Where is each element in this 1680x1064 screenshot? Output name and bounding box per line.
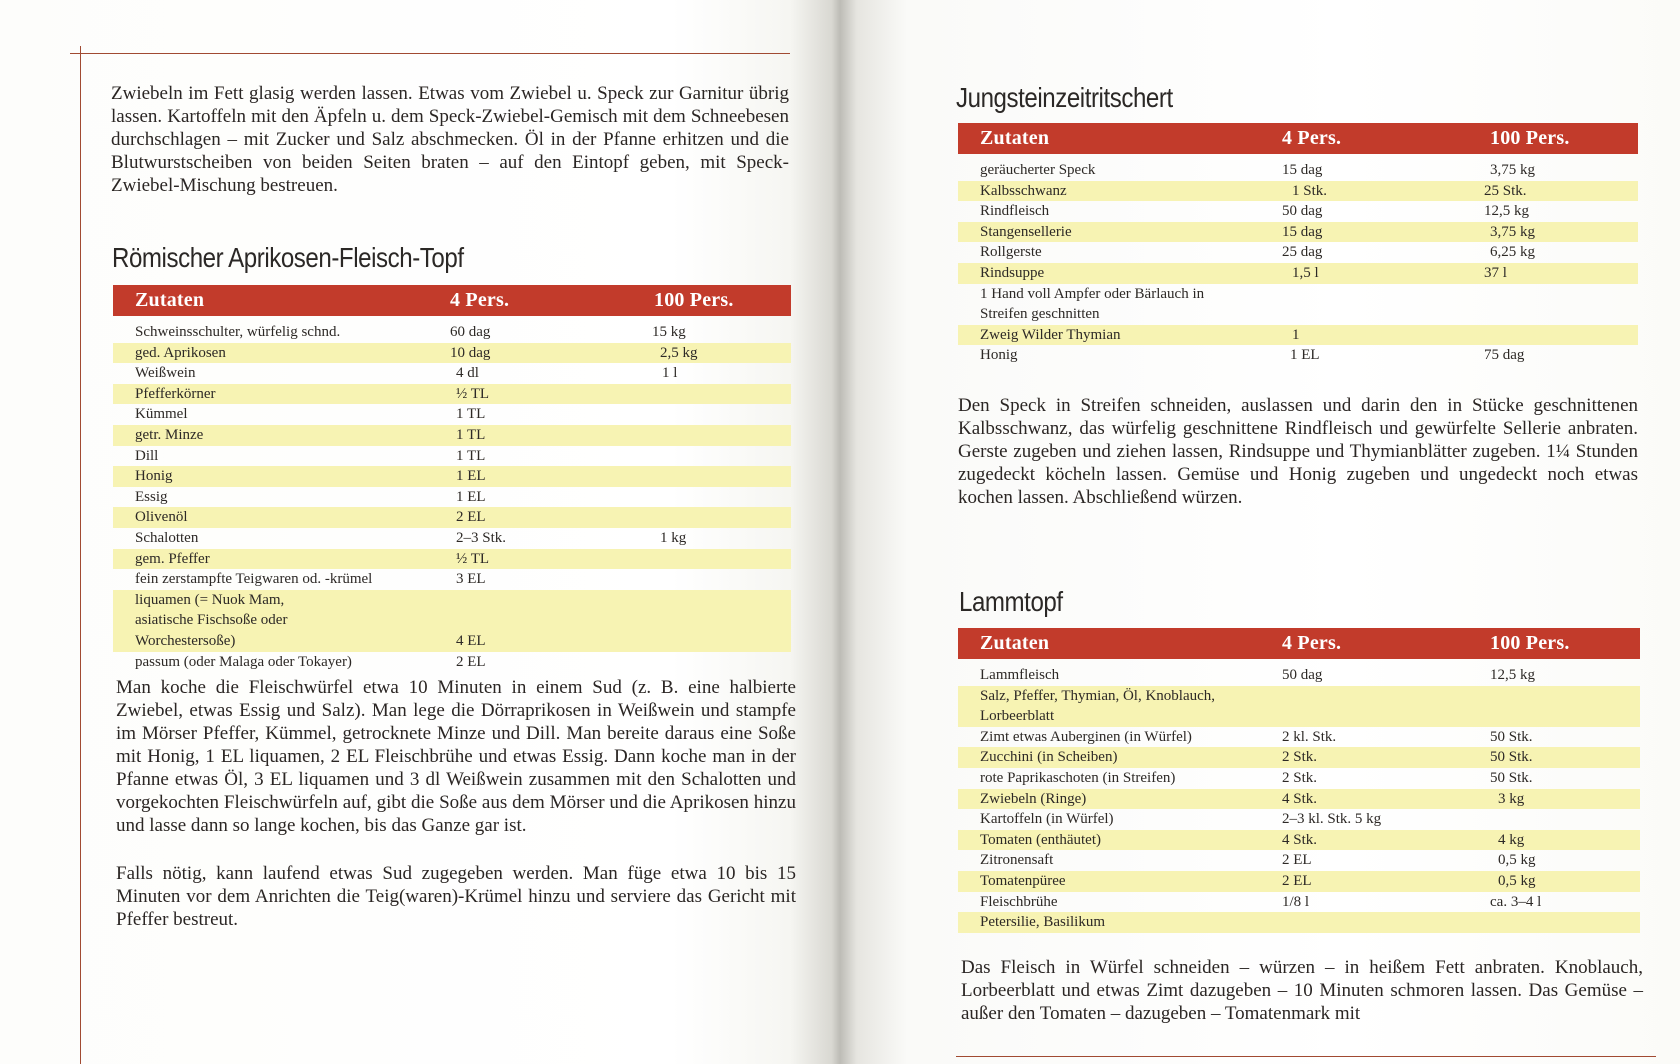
ingredients-table: [958, 628, 1640, 933]
recipe-title: Römischer Aprikosen-Fleisch-Topf: [112, 242, 464, 273]
table-header: [958, 628, 1640, 659]
table-row: Kartoffeln (in Würfel) 2–3 kl. Stk. 5 kg: [980, 811, 1382, 828]
table-row: Rindsuppe 1,5 l 37 l: [958, 263, 1638, 284]
header-ingredients: Zutaten: [113, 285, 436, 316]
table-row: rote Paprikaschoten (in Streifen) 2 Stk. 50 Stk.: [980, 769, 1533, 786]
bottom-rule: [956, 1056, 1656, 1057]
table-row: Schweinsschulter, würfelig schnd. 60 dag 15 kg: [135, 324, 686, 340]
table-row: Zitronensaft 2 EL 0,5 kg: [980, 852, 1536, 869]
ingredients-table: [113, 285, 791, 672]
header-4-persons: 4 Pers.: [1258, 628, 1464, 659]
right-page: [876, 0, 1680, 1064]
method-paragraph-2: Falls nötig, kann laufend etwas Sud zugegeben werden. Man füge etwa 10 bis 15 Minuten vor dem Anrichten die Teig(waren)-Krümel hinzu und serviere das Gericht mit Pfeffer bestreut.: [116, 863, 796, 930]
header-ingredients: Zutaten: [958, 123, 1258, 154]
header-100-persons: 100 Pers.: [1464, 123, 1638, 154]
table-row: Rindfleisch 50 dag 12,5 kg: [980, 203, 1529, 220]
table-row: Honig 1 EL 75 dag: [980, 347, 1525, 364]
header-ingredients: Zutaten: [958, 628, 1258, 659]
table-row: Rollgerste 25 dag 6,25 kg: [980, 244, 1535, 261]
table-row: ged. Aprikosen 10 dag 2,5 kg: [113, 343, 791, 364]
table-row: fein zerstampfte Teigwaren od. -krümel 3 EL: [135, 571, 486, 588]
table-row: Zweig Wilder Thymian 1: [958, 325, 1638, 346]
table-row: geräucherter Speck 15 dag 3,75 kg: [980, 162, 1535, 178]
table-row: Zwiebeln (Ringe) 4 Stk. 3 kg: [958, 789, 1640, 810]
table-row: Tomaten (enthäutet) 4 Stk. 4 kg: [958, 830, 1640, 851]
ingredients-table: [958, 123, 1638, 366]
table-row: Zucchini (in Scheiben) 2 Stk. 50 Stk.: [958, 747, 1640, 768]
intro-paragraph: Zwiebeln im Fett glasig werden lassen. Etwas vom Zwiebel u. Speck zur Garnitur übrig lassen. Kartoffeln mit den Äpfeln u. dem Speck-Zwiebel-Gemisch mit dem Schneebesen durchschlagen – mit Zucker und Salz abschmecken. Öl in der Pfanne erhitzen und die Blutwurstscheiben von beiden Seiten braten – auf den Eintopf geben, mit Speck-Zwiebel-Mischung bestreuen.: [111, 83, 789, 196]
table-row: Weißwein 4 dl 1 l: [135, 365, 678, 382]
method-paragraph: Den Speck in Streifen schneiden, auslassen und darin den in Stücke geschnittenen Kalbsschwanz, das würfelig geschnittene Rindfleisch und gewürfelte Sellerie anbraten. Gerste zugeben und ziehen lassen, Rindsuppe und Thymianblätter zugeben. 1¼ Stunden zugedeckt köcheln lassen. Gemüse und Honig zugeben und ungedeckt noch etwas kochen lassen. Abschließend würzen.: [958, 395, 1638, 508]
table-row: Essig 1 EL: [135, 488, 486, 505]
table-row: passum (oder Malaga oder Tokayer) 2 EL: [135, 653, 486, 670]
table-row: liquamen (= Nuok Mam, asiatische Fischsoße oder Worchestersoße) 4 EL: [113, 590, 791, 652]
table-row: gem. Pfeffer ½ TL: [113, 549, 791, 570]
top-rule: [70, 53, 790, 54]
header-100-persons: 100 Pers.: [642, 285, 791, 316]
table-row: Kümmel 1 TL: [135, 406, 486, 423]
table-row: Petersilie, Basilikum: [958, 912, 1640, 933]
table-row: Kalbsschwanz 1 Stk. 25 Stk.: [958, 181, 1638, 202]
header-4-persons: 4 Pers.: [436, 285, 642, 316]
method-paragraph-1: Man koche die Fleischwürfel etwa 10 Minuten in einem Sud (z. B. eine halbierte Zwiebel, etwas Essig und Salz). Man lege die Dörraprikosen in Weißwein und stampfe im Mörser Pfeffer, Kümmel, getrocknete Minze und Dill. Man bereite daraus eine Soße mit Honig, 1 EL liquamen, 2 EL Fleischbrühe und etwas Essig. Dann koche man in der Pfanne etwas Öl, 3 EL liquamen und 3 dl Weißwein zusammen mit den Schalotten und vorgekochten Fleischwürfeln auf, gibt die Soße aus dem Mörser und die Aprikosen hinzu und lasse dann so lange kochen, bis das Ganze gar ist.: [116, 677, 796, 836]
table-row: Zimt etwas Auberginen (in Würfel) 2 kl. Stk. 50 Stk.: [980, 728, 1533, 745]
margin-rule: [80, 46, 81, 1064]
table-row: Olivenöl 2 EL: [113, 507, 791, 528]
table-row: 1 Hand voll Ampfer oder Bärlauch in Streifen geschnitten: [980, 285, 1205, 323]
table-row: Dill 1 TL: [135, 447, 486, 464]
recipe-title: Lammtopf: [959, 586, 1063, 617]
table-row: Tomatenpüree 2 EL 0,5 kg: [958, 871, 1640, 892]
header-100-persons: 100 Pers.: [1464, 628, 1640, 659]
method-paragraph: Das Fleisch in Würfel schneiden – würzen – in heißem Fett anbraten. Knoblauch, Lorbeerblatt und etwas Zimt dazugeben – 10 Minuten schmoren lassen. Das Gemüse – außer den Tomaten – dazugeben – Tomatenmark mit: [961, 957, 1643, 1024]
table-row: Lammfleisch 50 dag 12,5 kg: [980, 667, 1535, 683]
table-row: Stangensellerie 15 dag 3,75 kg: [958, 222, 1638, 243]
table-row: Salz, Pfeffer, Thymian, Öl, Knoblauch, Lorbeerblatt: [958, 686, 1640, 727]
table-row: Schalotten 2–3 Stk. 1 kg: [135, 529, 687, 546]
table-row: Pfefferkörner ½ TL: [113, 384, 791, 405]
table-header: [113, 285, 791, 316]
recipe-title: Jungsteinzeitritschert: [956, 82, 1173, 113]
table-row: Fleischbrühe 1/8 l ca. 3–4 l: [980, 893, 1542, 910]
header-4-persons: 4 Pers.: [1258, 123, 1464, 154]
table-row: getr. Minze 1 TL: [113, 425, 791, 446]
table-header: [958, 123, 1638, 154]
table-row: Honig 1 EL: [113, 466, 791, 487]
